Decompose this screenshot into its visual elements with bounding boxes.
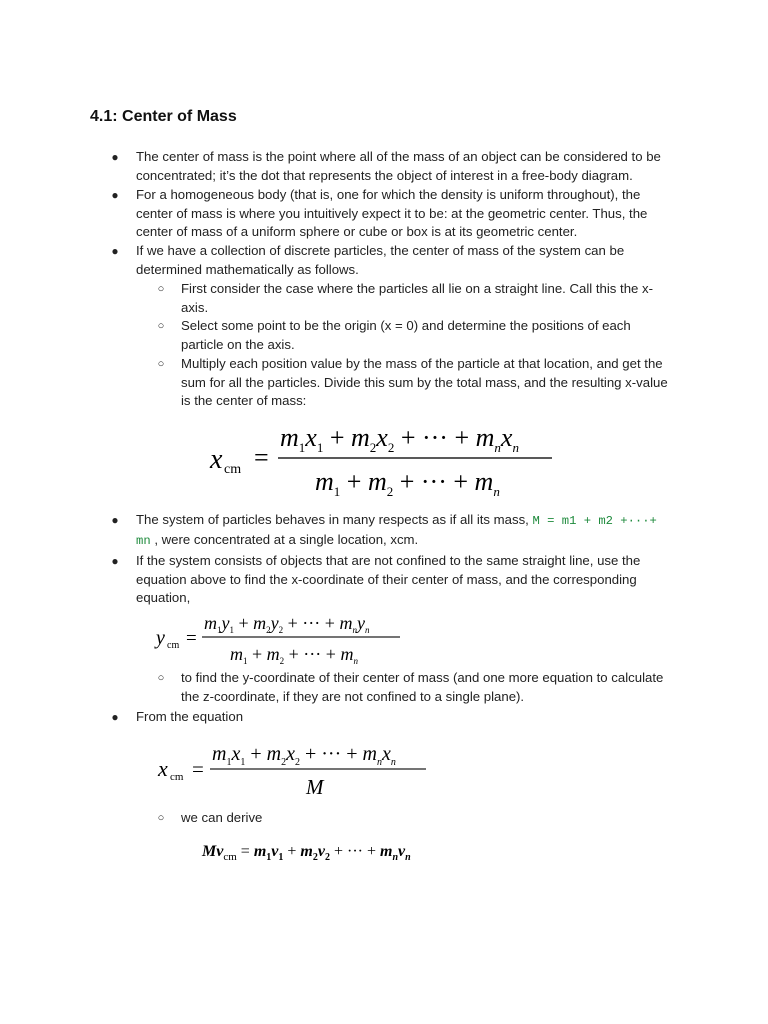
- svg-text:cm: cm: [167, 640, 180, 651]
- subbullet-text: we can derive: [181, 810, 263, 825]
- subbullet-text: Multiply each position value by the mass of the particle at that location, and get the sum for all the particles. Divide this sum by the total mass, and the resulting x-value is the center of mass:: [181, 356, 668, 409]
- subbullet-straight-line: [157, 280, 671, 317]
- bullet-text-post: , were concentrated at a single location, xcm.: [154, 531, 419, 547]
- bullet-dot-icon: ●: [111, 710, 119, 724]
- subbullet-text: First consider the case where the particles all lie on a straight line. Call this the x-axis.: [181, 281, 654, 315]
- equation-xcm-total-mass-graphic: [150, 738, 440, 804]
- bullet-text: From the equation: [136, 709, 244, 724]
- bullet-dot-icon: ●: [111, 244, 119, 258]
- bullet-text: The center of mass is the point where all of the mass of an object can be considered to be concentrated; it’s the dot that represents the object of interest in a free-body diagram.: [136, 149, 661, 183]
- subbullet-text: to find the y-coordinate of their center of mass (and one more equation to calculate the z-coordinate, if they are not confined to a single plane).: [181, 670, 664, 704]
- bullet-dot-icon: ●: [111, 513, 119, 527]
- equation-ycm-sum-graphic: [150, 608, 410, 670]
- svg-text:cm: cm: [170, 771, 184, 783]
- subbullet-origin: [157, 317, 671, 354]
- total-mass-code: M = m1 + m2 +···+ mn: [136, 514, 657, 548]
- equation-momentum: [198, 836, 468, 877]
- subbullet-text: Select some point to be the origin (x = 0) and determine the positions of each particle on the axis.: [181, 318, 631, 352]
- svg-text:m1x1 + m2x2 + ··· + mnxn: $m_1x_1 + m_2x_2$ + ··· + $m_nx_n$: [212, 743, 396, 768]
- svg-text:Mvcm = m1v1 + m2v2 + ··· + mnv: $Mv_{cm} = m_1v_1 + m_2v_2$ + ··· + $m_nv_n$: [202, 843, 411, 863]
- bullet-discrete-particles: [111, 242, 676, 279]
- subbullet-circle-icon: ○: [157, 812, 165, 824]
- svg-text:m1x1 + m2x2 + ··· + mnxn: $m_1x_1 + m_2x_2$ + ··· + $m_nx_n$: [280, 423, 519, 455]
- subbullet-multiply: [157, 355, 671, 411]
- equation-ycm-sum: [150, 608, 410, 675]
- subbullet-y-coordinate: [157, 669, 671, 706]
- svg-text:x: x: [210, 444, 223, 475]
- subbullet-circle-icon: ○: [157, 672, 165, 684]
- equation-momentum-graphic: [198, 836, 468, 872]
- svg-text:=: =: [186, 628, 197, 649]
- bullet-dot-icon: ●: [111, 150, 119, 164]
- equation-xcm-total-mass: [150, 738, 440, 809]
- svg-text:=: =: [254, 443, 269, 472]
- subbullet-circle-icon: ○: [157, 358, 165, 370]
- subbullet-circle-icon: ○: [157, 320, 165, 332]
- bullet-text: If the system consists of objects that are not confined to the same straight line, use the equation above to find the x-coordinate of their center of mass, and the corresponding equation,: [136, 553, 641, 606]
- bullet-dot-icon: ●: [111, 554, 119, 568]
- bullet-not-confined: [111, 552, 676, 608]
- bullet-center-of-mass-definition: [111, 148, 676, 185]
- svg-text:m1 + m2 + ··· + mn: $m_1 + m_2$ + ··· + $m_n$: [230, 644, 358, 666]
- equation-xcm-sum-graphic: [200, 416, 560, 500]
- svg-text:M: M: [306, 775, 324, 799]
- bullet-text-pre: The system of particles behaves in many respects as if all its mass,: [136, 512, 529, 527]
- subbullet-circle-icon: ○: [157, 283, 165, 295]
- svg-text:m1y1 + m2y2 + ··· + mnyn: $m_1y_1 + m_2y_2$ + ··· + $m_ny_n$: [204, 613, 370, 635]
- bullet-from-equation: [111, 708, 676, 727]
- svg-text:x: x: [158, 756, 168, 781]
- svg-text:=: =: [192, 757, 204, 781]
- svg-text:m1 + m2 + ··· + mn: $m_1 + m_2$ + ··· + $m_n$: [315, 467, 500, 499]
- equation-xcm-sum: [200, 416, 560, 505]
- bullet-homogeneous-body: [111, 186, 676, 242]
- bullet-dot-icon: ●: [111, 188, 119, 202]
- bullet-system-behaves: [111, 511, 676, 550]
- subbullet-we-can-derive: [157, 809, 671, 828]
- bullet-text: For a homogeneous body (that is, one for which the density is uniform throughout), the center of mass is where you intuitively expect it to be: at the geometric center. Thus, the center of mass of a uniform sphere or cube or box is at its geometric center.: [136, 187, 648, 240]
- svg-text:cm: cm: [224, 462, 242, 477]
- section-title: 4.1: Center of Mass: [90, 108, 237, 125]
- bullet-text: If we have a collection of discrete particles, the center of mass of the system can be determined mathematically as follows.: [136, 243, 625, 277]
- svg-text:y: y: [156, 627, 165, 649]
